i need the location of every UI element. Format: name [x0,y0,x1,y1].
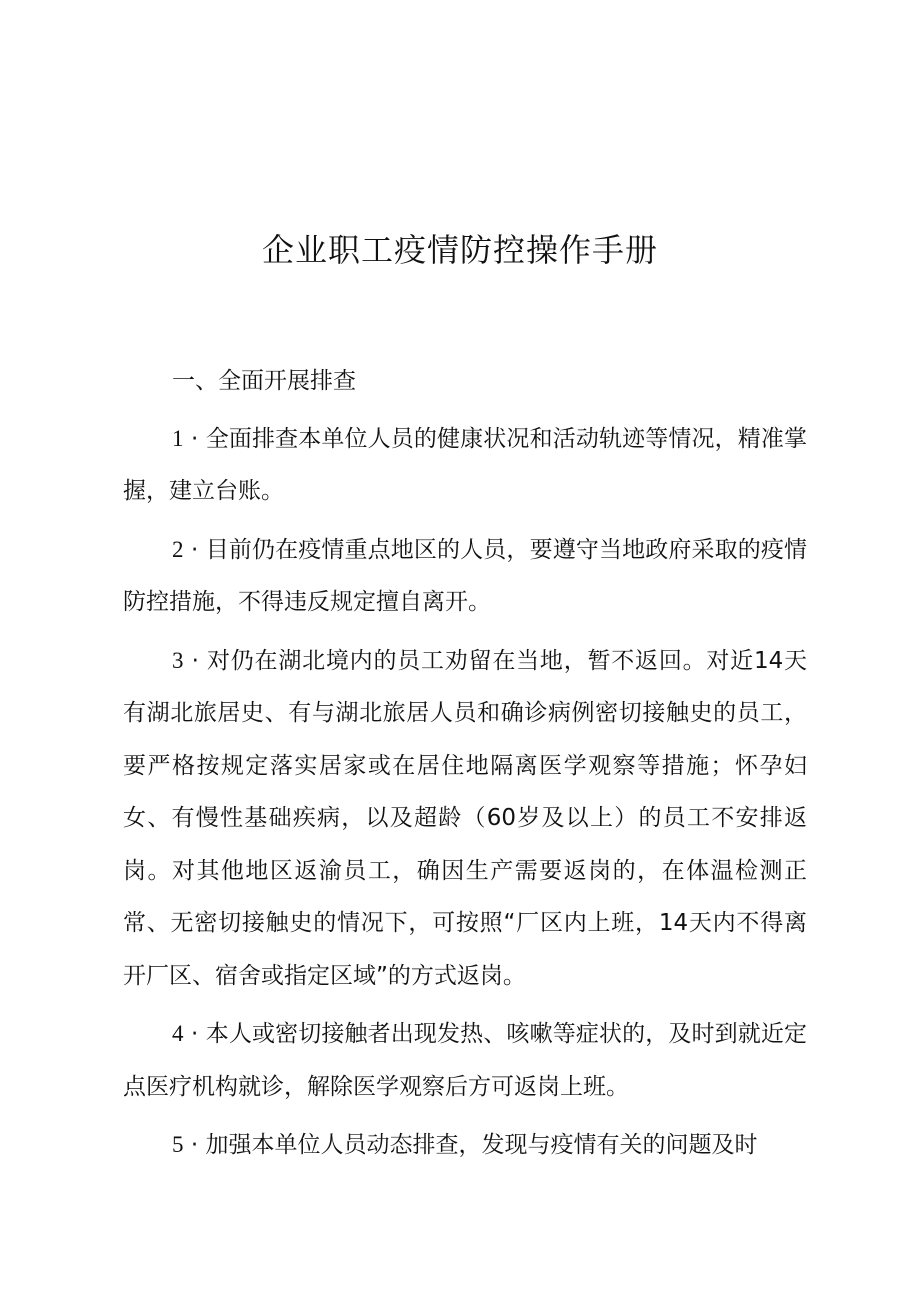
list-item [123,413,807,518]
list-item [123,524,807,629]
item-separator: · [190,1132,199,1158]
item-separator: · [190,425,199,452]
item-number: 3 [172,647,184,673]
document-body [123,355,807,1172]
list-item [123,1119,807,1172]
item-text: 对仍在湖北境内的员工劝留在当地，暂不返回。对近14天有湖北旅居史、有与湖北旅居人员和确诊病例密切接触史的员工，要严格按规定落实居家或在居住地隔离医学观察等措施；怀孕妇女、有慢性基础疾病，以及超龄（60岁及以上）的员工不安排返岗。对其他地区返渝员工，确因生产需要返岗的，在体温检测正常、无密切接触史的情况下，可按照“厂区内上班，14天内不得离开厂区、宿舍或指定区域”的方式返岗。 [123,647,807,989]
item-number: 4 [172,1021,184,1046]
item-separator: · [190,1021,199,1047]
item-text: 目前仍在疫情重点地区的人员，要遵守当地政府采取的疫情防控措施，不得违反规定擅自离开。 [123,536,808,615]
item-text: 加强本单位人员动态排查，发现与疫情有关的问题及时 [205,1132,758,1158]
document-title: 企业职工疫情防控操作手册 [261,231,658,269]
item-number: 2 [172,536,184,562]
item-separator: · [191,647,199,674]
item-text: 本人或密切接触者出现发热、咳嗽等症状的，及时到就近定点医疗机构就诊，解除医学观察后方可返岗上班。 [123,1021,808,1100]
item-text: 全面排查本单位人员的健康状况和活动轨迹等情况，精准掌握，建立台账。 [123,425,808,504]
list-item [123,1008,807,1113]
item-number: 5 [172,1132,184,1157]
item-separator: · [190,536,199,563]
list-item [123,635,807,1003]
section-heading: 一、全面开展排查 [172,368,356,394]
item-number: 1 [172,425,184,451]
